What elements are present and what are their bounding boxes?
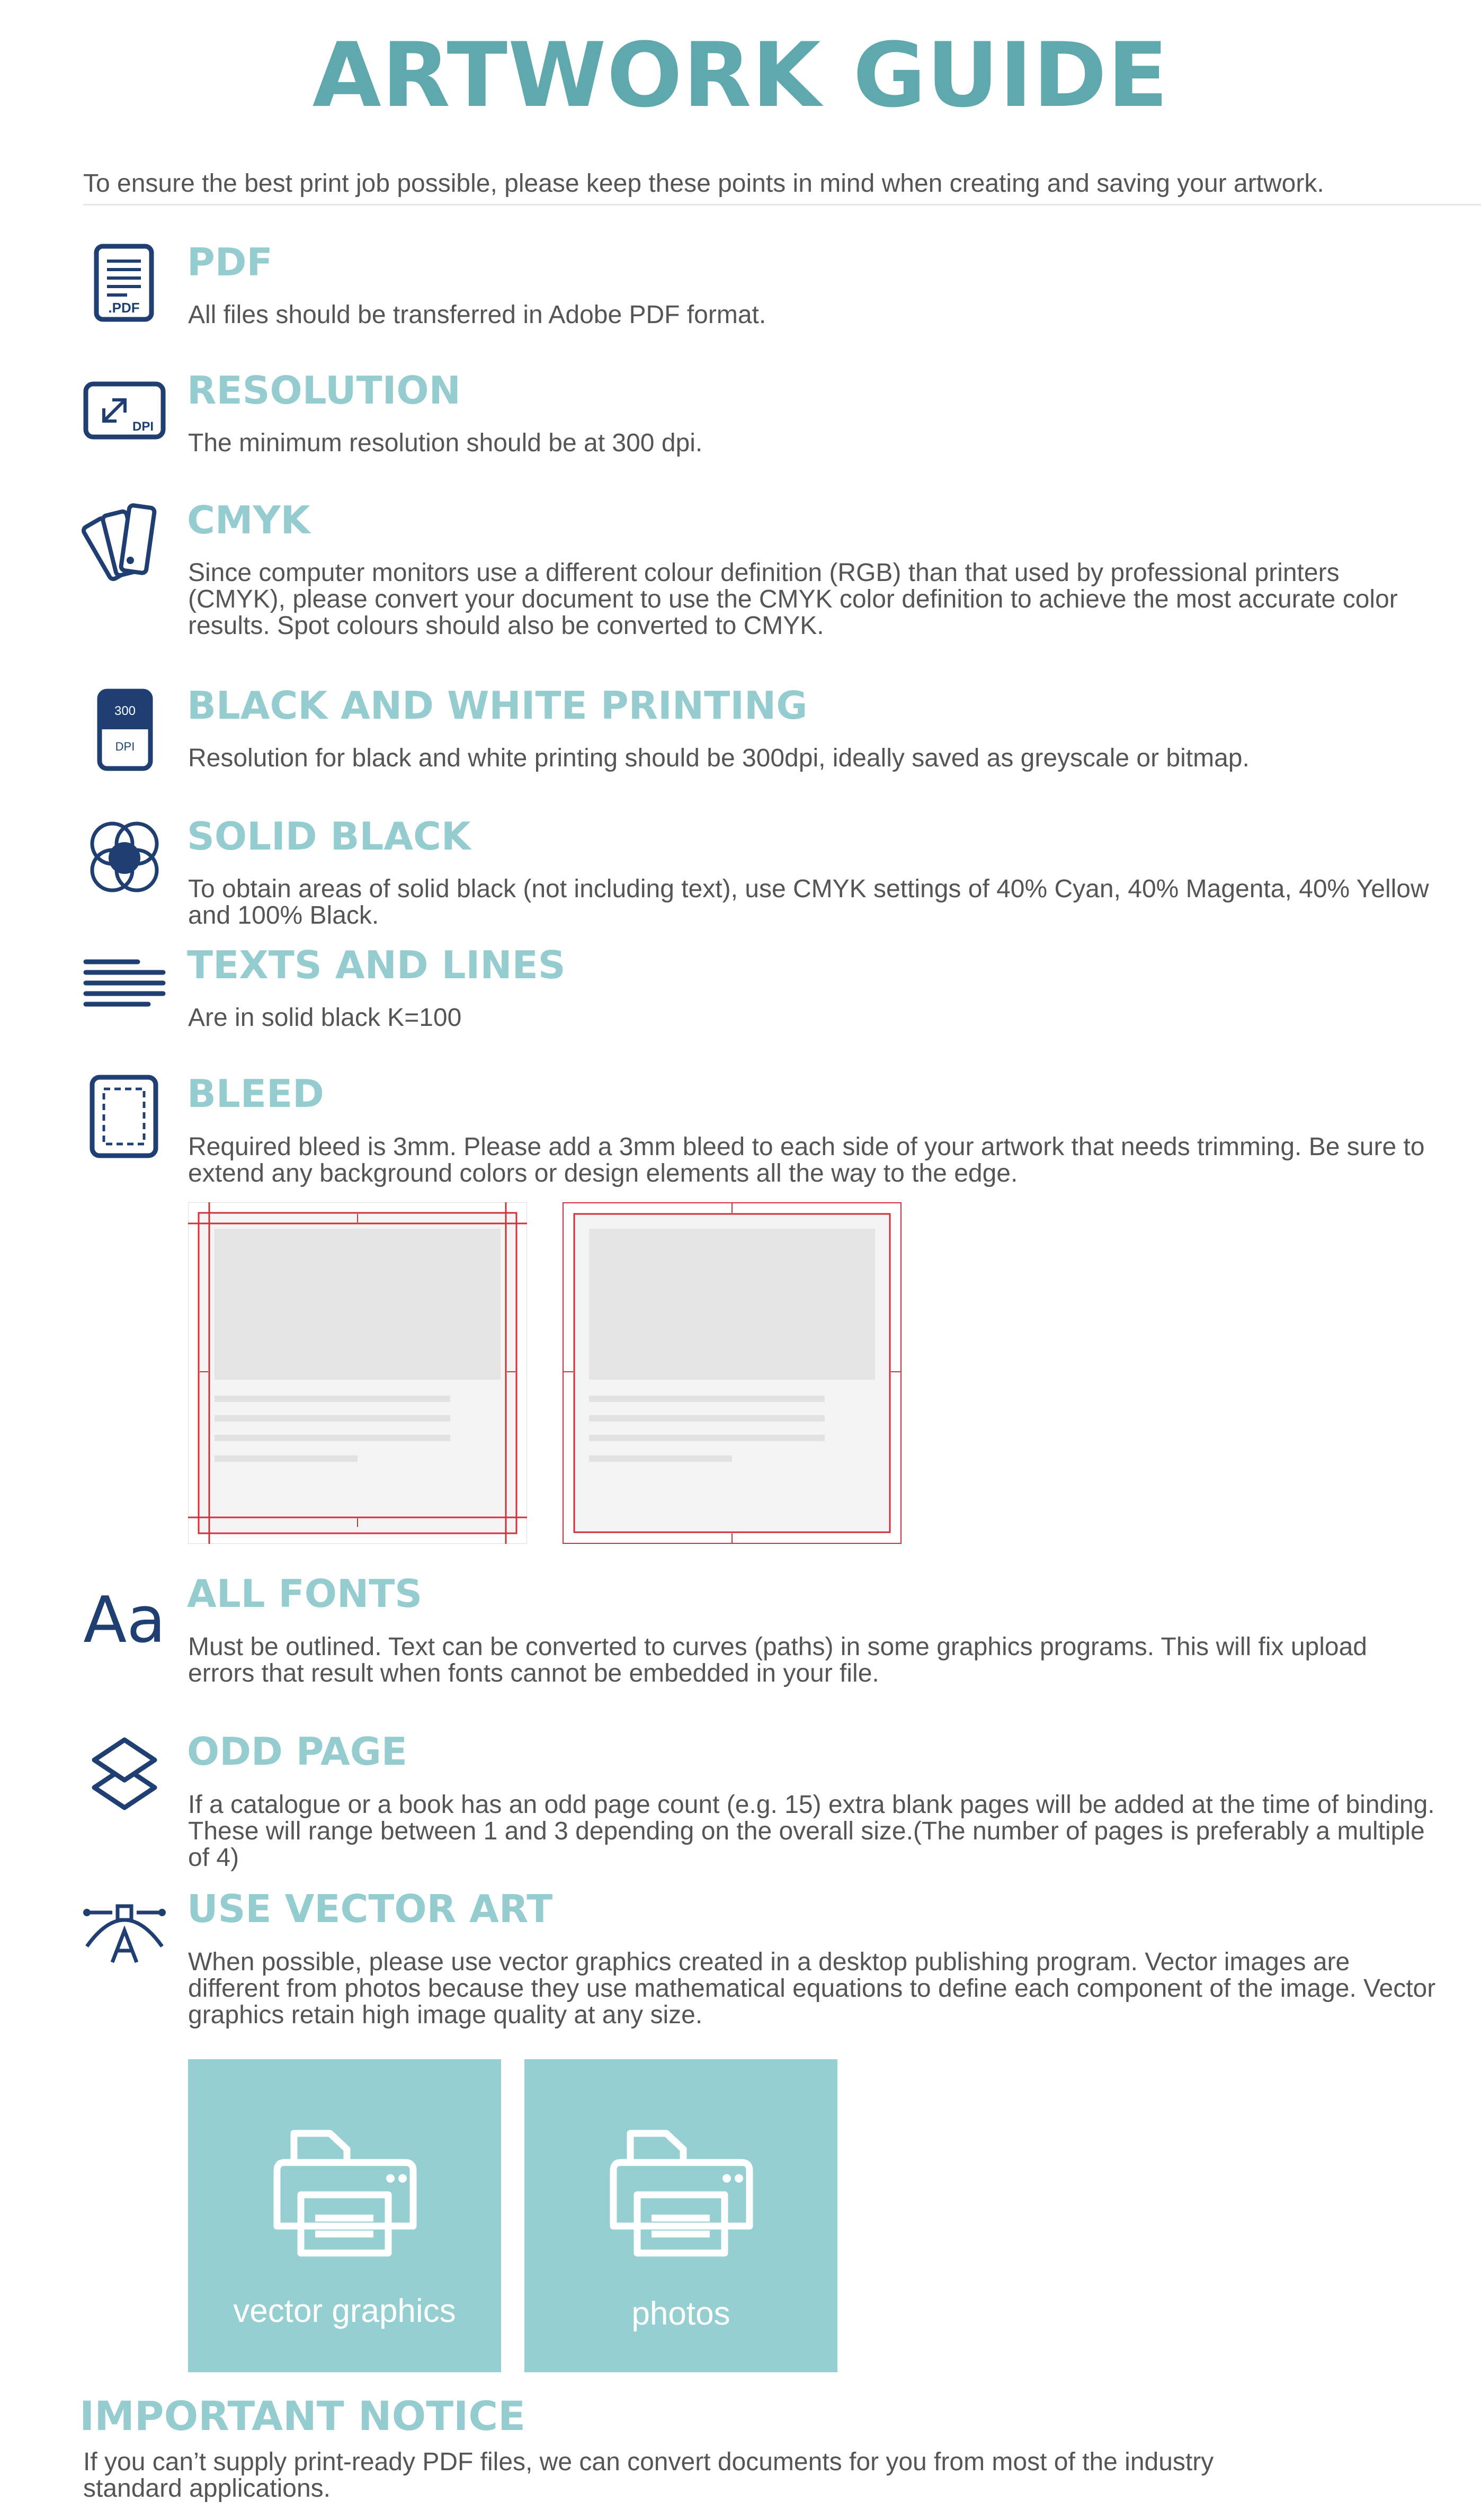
- section-body-odd-page: If a catalogue or a book has an odd page count (e.g. 15) extra blank pages will be added at the time of binding. These will range between 1 and 3 depending on the overall size.(The number of pages is preferably a multiple of 4): [188, 1791, 1435, 1872]
- svg-text:Aa: Aa: [83, 1584, 166, 1657]
- section-body-bleed: Required bleed is 3mm. Please add a 3mm bleed to each side of your artwork that needs trimming. Be sure to extend any background colors or design elements all the way to the edge.: [188, 1133, 1425, 1187]
- intro-divider: [83, 204, 1481, 205]
- overlapping-circles-icon: [79, 813, 169, 903]
- notice-body: If you can’t supply print-ready PDF files, we can convert documents for you from most of the industry standard applications.: [83, 2448, 1214, 2503]
- font-aa-icon: [79, 1573, 169, 1663]
- section-body-texts-lines: Are in solid black K=100: [188, 1004, 462, 1032]
- section-heading-pdf: PDF: [187, 240, 273, 284]
- section-heading-all-fonts: ALL FONTS: [187, 1571, 423, 1616]
- section-body-all-fonts: Must be outlined. Text can be converted to curves (paths) in some graphics programs. This will fix upload errors that result when fonts cannot be embedded in your file.: [188, 1633, 1367, 1687]
- dpi-resize-icon: [79, 368, 169, 458]
- section-body-resolution: The minimum resolution should be at 300 dpi.: [188, 429, 703, 457]
- intro-text: To ensure the best print job possible, please keep these points in mind when creating and saving your artwork.: [83, 169, 1324, 198]
- section-heading-odd-page: ODD PAGE: [187, 1729, 407, 1774]
- section-heading-solid-black: SOLID BLACK: [187, 814, 471, 859]
- section-body-solid-black: To obtain areas of solid black (not including text), use CMYK settings of 40% Cyan, 40% Magenta, 40% Yellow and 100% Black.: [188, 875, 1429, 930]
- page-title: ARTWORK GUIDE: [312, 23, 1169, 127]
- bleed-diagram-single: [563, 1202, 902, 1544]
- svg-text:DPI: DPI: [115, 740, 135, 753]
- color-swatch-cards-icon: [79, 498, 169, 588]
- tile-photos: [524, 2059, 837, 2372]
- bleed-diagram-spread: [188, 1202, 527, 1544]
- tile-label-vector-graphics: vector graphics: [233, 2293, 456, 2329]
- text-lines-icon: [79, 937, 169, 1027]
- section-body-vector-art: When possible, please use vector graphics created in a desktop publishing program. Vector images are different from photos because they use mathematical equations to define each component of the image. Vector graphics retain high image quality at any size.: [188, 1948, 1436, 2029]
- tile-vector-graphics: [188, 2059, 501, 2372]
- section-body-cmyk: Since computer monitors use a different colour definition (RGB) than that used by professional printers (CMYK), please convert your document to use the CMYK color definition to achieve the most accurate color results. Spot colours should also be converted to CMYK.: [188, 559, 1398, 640]
- stacked-pages-icon: [79, 1729, 169, 1819]
- vector-pen-icon: [79, 1888, 169, 1978]
- svg-text:.PDF: .PDF: [108, 300, 140, 316]
- notice-heading: IMPORTANT NOTICE: [79, 2392, 526, 2439]
- dpi-badge-icon: [79, 686, 169, 776]
- section-heading-bw-printing: BLACK AND WHITE PRINTING: [187, 683, 808, 728]
- section-heading-texts-lines: TEXTS AND LINES: [187, 943, 566, 987]
- section-body-pdf: All files should be transferred in Adobe PDF format.: [188, 301, 766, 329]
- svg-text:300: 300: [114, 704, 136, 718]
- svg-text:DPI: DPI: [132, 419, 154, 434]
- section-heading-bleed: BLEED: [187, 1071, 324, 1116]
- section-body-bw-printing: Resolution for black and white printing should be 300dpi, ideally saved as greyscale or bitmap.: [188, 744, 1250, 772]
- pdf-document-icon: [79, 241, 169, 331]
- bleed-frame-icon: [79, 1070, 169, 1160]
- section-heading-cmyk: CMYK: [187, 498, 310, 542]
- tile-label-photos: photos: [631, 2295, 730, 2332]
- section-heading-resolution: RESOLUTION: [187, 368, 461, 413]
- section-heading-vector-art: USE VECTOR ART: [187, 1887, 553, 1931]
